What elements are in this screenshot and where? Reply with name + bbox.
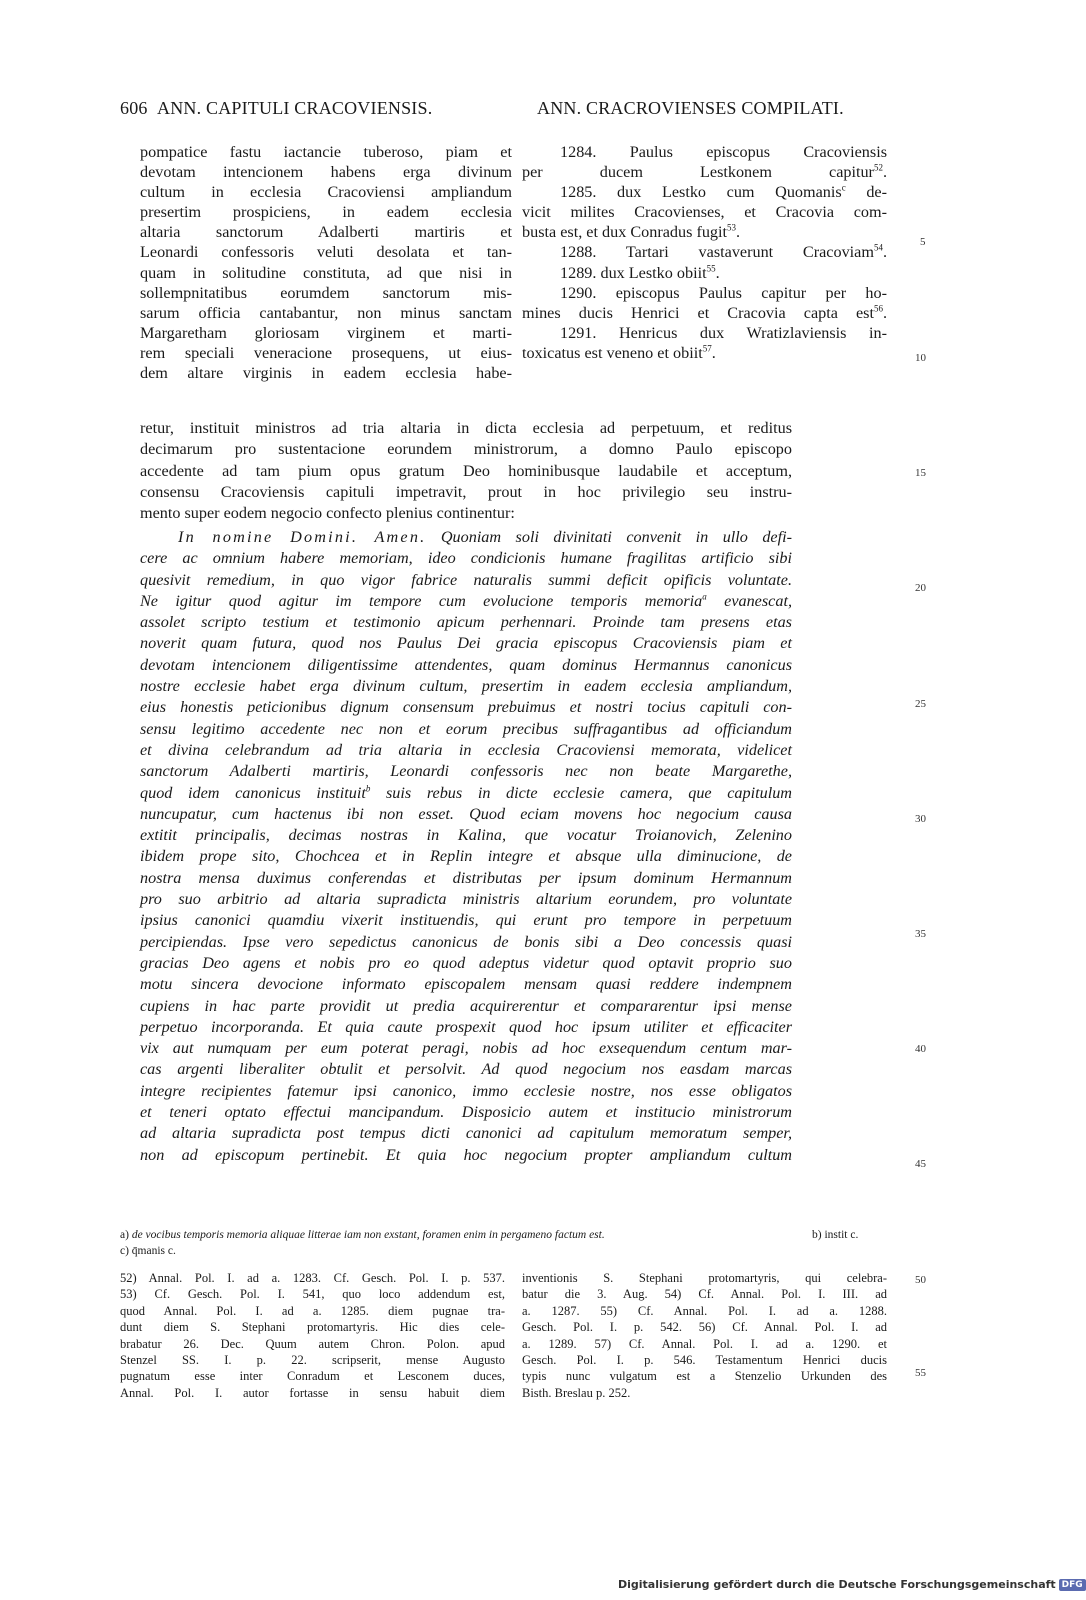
charter-line: et teneri optato effectui mancipandum. Disposicio autem et institucio ministrorum — [140, 1103, 792, 1122]
left-column-line: Leonardi confessoris veluti desolata et tan- — [140, 243, 512, 262]
body-line: decimarum pro sustentacione eorundem ministrorum, a domno Paulo episcopo — [140, 440, 792, 459]
annal-text: 1289. dux Lestko obiit — [560, 263, 707, 282]
charter-line: assolet scripto testium et testimonio apicum perhennari. Proinde tam presens etas — [140, 613, 792, 632]
annal-text: 1288. Tartari vastaverunt Cracoviam — [560, 243, 874, 262]
line-number: 50 — [915, 1274, 926, 1286]
page-number: 606 — [120, 98, 148, 118]
running-title-left: ANN. CAPITULI CRACOVIENSIS. — [157, 98, 433, 118]
footnote-ref: c — [841, 182, 846, 193]
annal-text-end: . — [711, 343, 716, 362]
charter-line: devotam intencionem diligentissime attendentes, quam dominus Hermannus canonicus — [140, 655, 792, 674]
annal-text: 1291. Henricus dux Wratizlaviensis in- — [560, 323, 887, 342]
annal-text: 1284. Paulus episcopus Cracoviensis — [560, 143, 887, 161]
footnote-line: dunt diem S. Stephani protomartyris. Hic dies cele- — [120, 1320, 505, 1335]
charter-line: ipsius canonici quamdiu vixerit instituendis, qui erunt pro tempore in perpetuum — [140, 911, 792, 930]
footnote-line: 53) Cf. Gesch. Pol. I. 541, quo loco addendum est, — [120, 1287, 505, 1302]
annal-text: vicit milites Cracovienses, et Cracovia com- — [522, 203, 887, 222]
charter-line — [140, 591, 792, 612]
footnote-line: Gesch. Pol. I. p. 542. 56) Cf. Annal. Pol. I. ad — [522, 1320, 887, 1335]
charter-line: non ad episcopum pertinebit. Et quia hoc negocium propter ampliandum cultum — [140, 1145, 792, 1164]
footnote-line: Bisth. Breslau p. 252. — [522, 1385, 631, 1400]
left-column-line: quam in solitudine constituta, ad que nisi in — [140, 263, 512, 282]
annal-line — [522, 142, 887, 162]
body-line: mento super eodem negocio confecto plenius continentur: — [140, 504, 515, 523]
running-title-right: ANN. CRACROVIENSES COMPILATI. — [537, 98, 844, 118]
annal-line — [522, 222, 887, 242]
charter-line: extitit principalis, decimas nostras in Kalina, que vocatur Troianovich, Zelenino — [140, 826, 792, 845]
charter-line: cere ac omnium habere memoriam, ideo condicionis humane fragilitas artificio sibi — [140, 549, 792, 568]
left-column-line: altaria sanctorum Adalberti martiris et — [140, 223, 512, 242]
footnote-ref: 56 — [873, 303, 883, 314]
textual-note-b: b) instit c. — [812, 1229, 859, 1241]
annal-text: 1285. dux Lestko cum Quomanis — [560, 183, 842, 202]
annal-text-end: . — [715, 263, 720, 282]
footnote-line: brabatur 26. Dec. Quum autem Chron. Polon. apud — [120, 1336, 505, 1351]
textual-note-c: c) q̄manis c. — [120, 1245, 176, 1257]
footnote-line: pugnatum esse inter Conradum et Lesconem duces, — [120, 1369, 505, 1384]
charter-line: vix aut numquam per eum poterat peragi, nobis ad hoc exsequendum centum mar- — [140, 1039, 792, 1058]
charter-line: ibidem prope sito, Chochcea et in Replin integre et absque ulla diminucione, de — [140, 847, 792, 866]
left-column-line: rem speciali veneracione prosequens, ut eius- — [140, 343, 512, 362]
footnote-ref: 52 — [873, 162, 883, 173]
annal-text-end: . — [736, 223, 741, 242]
charter-text-end: suis rebus in dicte ecclesie camera, que capitulum — [370, 783, 792, 802]
charter-line: nuncupatur, cum hactenus ibi non esset. Quod eciam movens hoc negocium causa — [140, 804, 792, 823]
line-number: 5 — [920, 236, 926, 248]
line-number: 20 — [915, 582, 926, 594]
charter-line: motu sincera devocione informato episcopalem mensam quasi reddere indempnem — [140, 975, 792, 994]
charter-line: ad altaria supradicta post tempus dicti canonici ad capitulum memoratum semper, — [140, 1124, 792, 1143]
line-number: 45 — [915, 1158, 926, 1170]
footnote-line: Annal. Pol. I. autor fortasse in sensu habuit diem — [120, 1385, 505, 1400]
footnote-line: batur die 3. Aug. 54) Cf. Annal. Pol. I. III. ad — [522, 1287, 887, 1302]
charter-line: eius honestis peticionibus dignum consensum prebuimus et nostri tocius capituli con- — [140, 698, 792, 717]
dfg-logo: DFG — [1059, 1579, 1086, 1591]
charter-line: cupiens in hac parte providit ut predia acquirerentur et compararentur ipsi mense — [140, 996, 792, 1015]
footnote-line: inventionis S. Stephani protomartyris, qui celebra- — [522, 1271, 887, 1285]
left-column-text — [140, 142, 512, 383]
charter-first-line: In nomine Domini. Amen. Quoniam soli divinitati convenit in ullo defi- — [178, 528, 793, 546]
annal-line — [522, 162, 887, 182]
charter-line: cas argenti liberaliter obtulit et persolvit. Ad quod negocium nos easdam marcas — [140, 1060, 792, 1079]
annal-text: 1290. episcopus Paulus capitur per ho- — [560, 283, 887, 302]
digitization-credit: Digitalisierung gefördert durch die Deutsche Forschungsgemeinschaft DFG — [618, 1578, 1086, 1591]
charter-line: sensu legitimo accedente nec non et eorum precibus suffragantibus ad officiandum — [140, 719, 792, 738]
left-column-line: dem altare virginis in eadem ecclesia habe- — [140, 364, 512, 383]
annal-line — [522, 242, 887, 262]
annal-text: toxicatus est veneno et obiit — [522, 343, 703, 362]
annal-line — [522, 323, 887, 343]
line-number: 15 — [915, 467, 926, 479]
line-number: 35 — [915, 928, 926, 940]
annal-text-end: de- — [845, 183, 887, 202]
footnote-line: 52) Annal. Pol. I. ad a. 1283. Cf. Gesch. Pol. I. p. 537. — [120, 1271, 505, 1285]
charter-line: nostre ecclesie habet erga divinum cultum, presertim in eadem ecclesia ampliandum, — [140, 677, 792, 696]
annal-text-end: . — [882, 243, 887, 262]
annal-text: per ducem Lestkonem capitur — [522, 163, 874, 182]
textual-note-ref: a — [702, 591, 707, 602]
left-column-line: devotam intencionem habens erga divinum — [140, 163, 512, 182]
charter-text: quod idem canonicus instituit — [140, 783, 366, 802]
footnote-line: typis nunc vulgatum est a Stenzelio Urkunden des — [522, 1369, 887, 1384]
body-line: retur, instituit ministros ad tria altaria in dicta ecclesia ad perpetuum, et reditus — [140, 419, 792, 437]
left-column-line: pompatice fastu iactancie tuberoso, piam et — [140, 143, 512, 161]
left-column-line: presertim prospiciens, in eadem ecclesia — [140, 203, 512, 222]
line-number: 25 — [915, 698, 926, 710]
left-column-line: cultum in ecclesia Cracoviensi ampliandum — [140, 183, 512, 202]
charter-text-end: evanescat, — [706, 591, 792, 610]
charter-line: gracias Deo agens et nobis pro eo quod adeptus videtur quod optavit proprio suo — [140, 953, 792, 972]
footnotes-right — [522, 1270, 887, 1401]
charter-line: perpetuo incorporanda. Et quia caute prospexit quod hoc ipsum utiliter et efficaciter — [140, 1017, 792, 1036]
charter-line: nostra mensa duximus conferendas et distributas per ipsum dominum Hermannum — [140, 868, 792, 887]
body-text-continuation — [140, 418, 792, 524]
annal-text-end: . — [882, 303, 887, 322]
charter-text: Ne igitur quod agitur im tempore cum evolucione temporis memoria — [140, 591, 703, 610]
footnote-line: Gesch. Pol. I. p. 546. Testamentum Henrici ducis — [522, 1353, 887, 1368]
footnote-line: a. 1287. 55) Cf. Annal. Pol. I. ad a. 1288. — [522, 1303, 887, 1318]
line-number: 10 — [915, 352, 926, 364]
footnote-line: a. 1289. 57) Cf. Annal. Pol. I. ad a. 1290. et — [522, 1336, 887, 1351]
body-line: consensu Cracoviensis capituli impetravit, prout in hoc privilegio seu instru- — [140, 482, 792, 501]
annal-text: mines ducis Henrici et Cracovia capta est — [522, 303, 874, 322]
body-line: accedente ad tam pium opus gratum Deo hominibusque laudabile et acceptum, — [140, 461, 792, 480]
annal-text: busta est, et dux Conradus fugit — [522, 223, 728, 242]
footnote-ref: 55 — [706, 263, 716, 274]
footnote-ref: 57 — [702, 343, 712, 354]
textual-note-a: a) de vocibus temporis memoria aliquae litterae iam non exstant, foramen enim in pergameno factum est. — [120, 1229, 605, 1241]
charter-opening: In nomine Domini. Amen. — [178, 528, 427, 546]
footnotes-left — [120, 1270, 505, 1401]
annal-line — [522, 202, 887, 222]
annal-line — [522, 303, 887, 323]
charter-line: sanctorum Adalberti martiris, Leonardi confessoris nec non beate Margarethe, — [140, 762, 792, 781]
line-number: 40 — [915, 1043, 926, 1055]
line-number: 55 — [915, 1367, 926, 1379]
left-column-line: sarum officia cantabantur, non minus sanctam — [140, 303, 512, 322]
charter-text — [140, 527, 792, 1166]
annal-line — [522, 343, 887, 363]
charter-line — [140, 783, 792, 804]
left-column-line: Margaretham gloriosam virginem et marti- — [140, 323, 512, 342]
footnote-ref: 54 — [873, 243, 883, 254]
charter-line: integre recipientes fatemur ipsi canonico, immo ecclesie nostre, nos esse obligatos — [140, 1081, 792, 1100]
left-column-line: sollempnitatibus eorumdem sanctorum mis- — [140, 283, 512, 302]
annal-line — [522, 182, 887, 202]
charter-line: pro suo arbitrio ad altaria supradicta ministris altarium eorundem, pro voluntate — [140, 890, 792, 909]
annal-line — [522, 263, 887, 283]
footnote-line: quod Annal. Pol. I. ad a. 1285. diem pugnae tra- — [120, 1303, 505, 1318]
charter-line: et divina celebrandum ad tria altaria in ecclesia Cracoviensi memorata, videlicet — [140, 740, 792, 759]
charter-line: quesivit remedium, in quo vigor fabrice naturalis summi deficit opificis voluntate. — [140, 570, 792, 589]
textual-note-ref: b — [365, 783, 371, 794]
annal-text-end: . — [882, 163, 887, 182]
annal-line — [522, 283, 887, 303]
charter-line: noverit quam futura, quod nos Paulus Dei gracia episcopus Cracoviensis piam et — [140, 634, 792, 653]
line-number: 30 — [915, 813, 926, 825]
charter-line: percipiendas. Ipse vero sepedictus canonicus de bonis sibi a Deo concessis quasi — [140, 932, 792, 951]
right-column-annals — [522, 142, 887, 363]
footnote-ref: 53 — [727, 222, 737, 233]
footnote-line: Stenzel SS. I. p. 22. scripserit, mense Augusto — [120, 1353, 505, 1368]
